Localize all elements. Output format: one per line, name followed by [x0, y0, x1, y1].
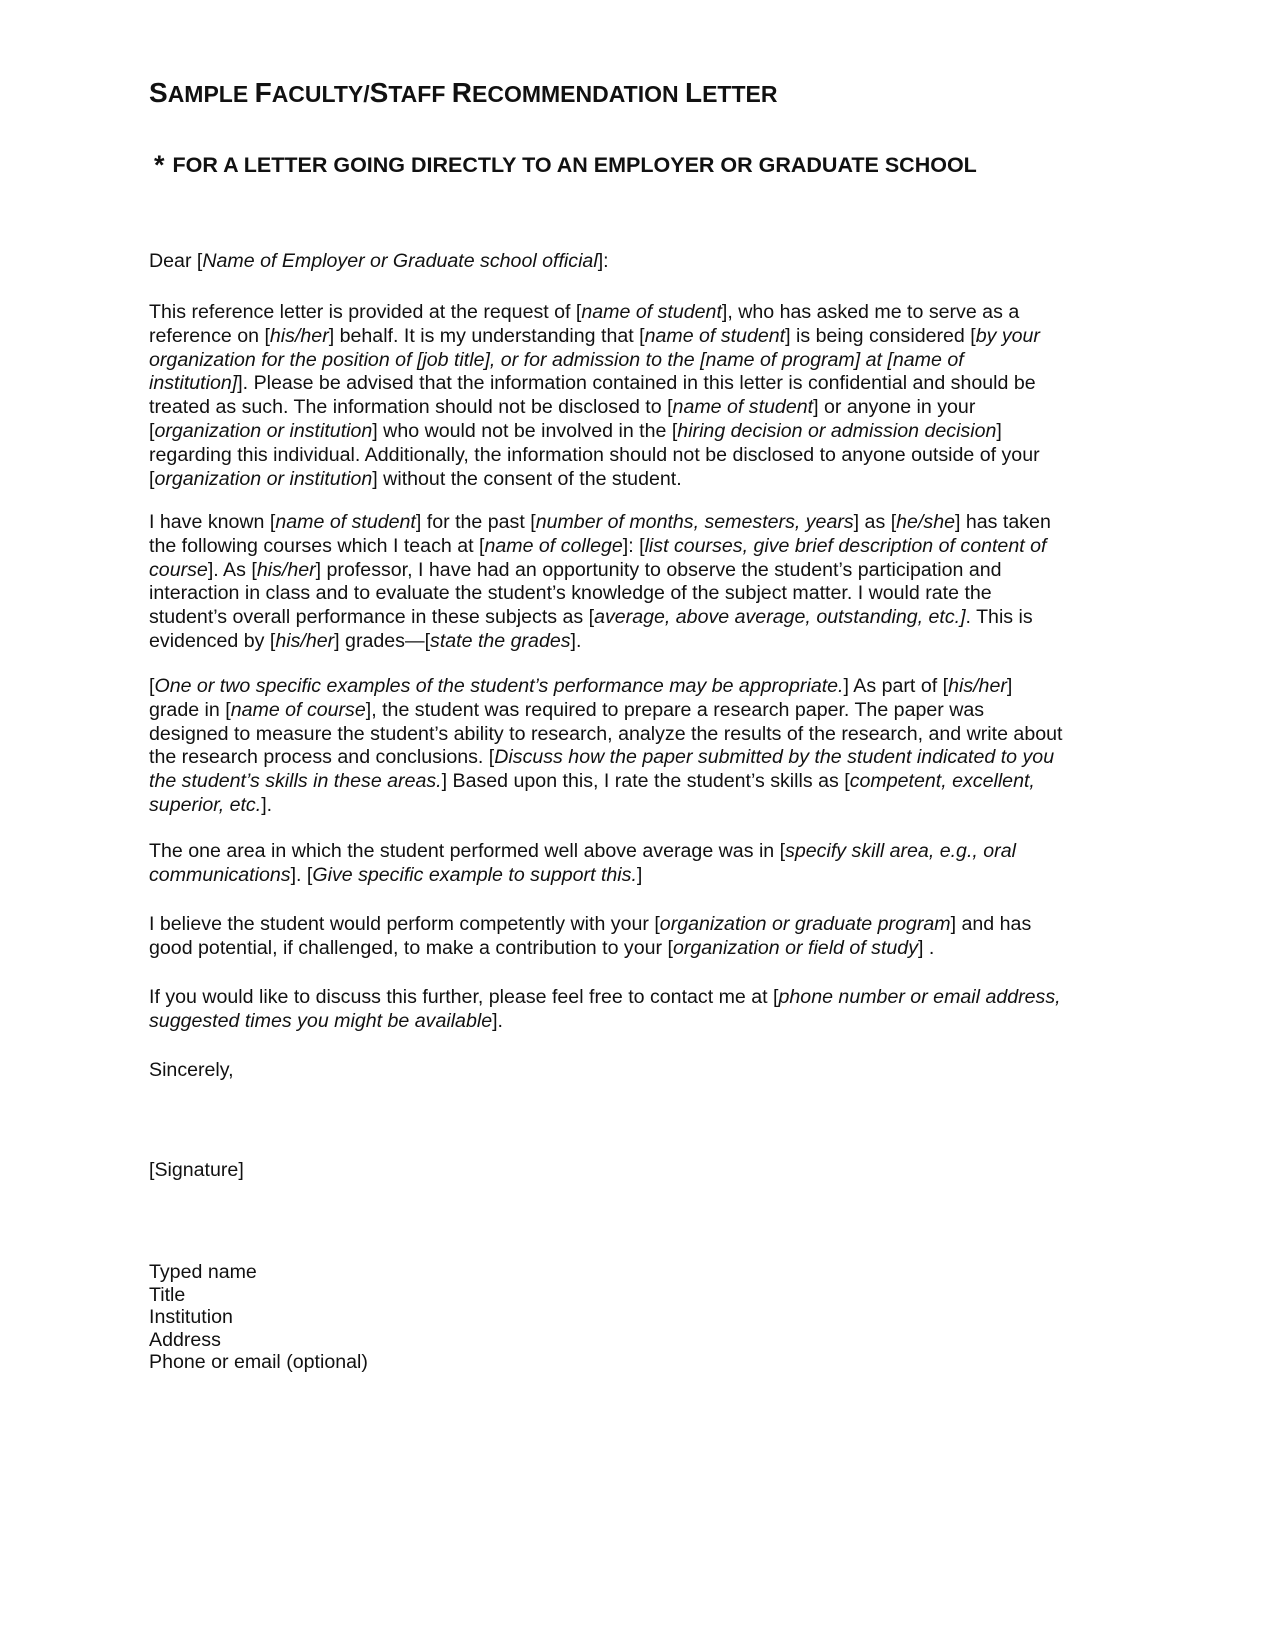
body-text: reference on [ [149, 324, 270, 347]
text-line [149, 1059, 1134, 1083]
placeholder-text: organization or institution [154, 467, 373, 490]
placeholder-text: name of student [644, 324, 786, 347]
paragraph-potential [149, 913, 1134, 961]
text-line [149, 1351, 1134, 1374]
text-line [149, 606, 1134, 630]
subtitle-text: FOR A LETTER GOING DIRECTLY TO AN EMPLOYER OR GRADUATE SCHOOL [172, 153, 977, 177]
text-line [149, 250, 1134, 274]
body-text: ], the student was required to prepare a research paper. The paper was [365, 698, 985, 721]
body-text: ]. As [ [207, 558, 257, 581]
placeholder-text: name of course [230, 698, 366, 721]
body-text: the research process and conclusions. [ [149, 746, 495, 769]
body-text: ] as [ [853, 511, 897, 533]
text-line [149, 675, 1134, 699]
placeholder-text: competent, excellent, [849, 770, 1035, 793]
placeholder-text: institution] [149, 372, 238, 395]
placeholder-text: average, above average, outstanding, etc.] [594, 606, 966, 629]
body-text: ] grades—[ [334, 629, 431, 652]
placeholder-text: course [149, 558, 208, 581]
body-text: I believe the student would perform competently with your [ [149, 913, 660, 935]
body-text: ] [996, 419, 1002, 442]
body-text: ]. [ [290, 863, 313, 886]
placeholder-text: One or two specific examples of the student’s performance may be appropriate. [154, 675, 844, 697]
body-text: ]. [570, 629, 582, 652]
body-text: [Signature] [149, 1159, 244, 1181]
body-text: interaction in class and to evaluate the student’s knowledge of the subject matter. I would rate the [149, 582, 992, 605]
text-line [149, 699, 1134, 723]
placeholder-text: specify skill area, e.g., oral [785, 840, 1016, 862]
body-text: ] As part of [ [843, 675, 949, 697]
text-line [149, 723, 1134, 747]
page-title [149, 76, 777, 111]
body-text: ] for the past [ [415, 511, 536, 533]
text-line [149, 1261, 1134, 1284]
text-line [149, 1159, 1134, 1183]
text-line [149, 396, 1134, 420]
placeholder-text: Give specific example to support this. [312, 863, 637, 886]
title-segment: TAFF [388, 81, 452, 107]
title-segment: F [254, 77, 272, 108]
text-line [149, 559, 1134, 583]
title-segment: S [369, 77, 389, 108]
body-text: ] has taken [955, 511, 1051, 533]
body-text: I have known [ [149, 511, 276, 533]
placeholder-text: his/her [269, 324, 329, 347]
text-line [149, 420, 1134, 444]
body-text: [ [149, 467, 155, 490]
body-text: treated as such. The information should not be disclosed to [ [149, 396, 673, 419]
placeholder-text: by your [975, 324, 1040, 347]
closing [149, 1059, 1134, 1083]
placeholder-text: the student’s skills in these areas. [149, 770, 442, 793]
title-segment: R [451, 77, 473, 108]
body-text: ] without the consent of the student. [372, 467, 682, 490]
text-line [149, 444, 1134, 468]
body-text: [ [149, 675, 155, 697]
text-line [149, 1010, 1134, 1034]
body-text: Typed name [149, 1261, 257, 1283]
placeholder-text: list courses, give brief description of content of [644, 534, 1047, 557]
placeholder-text: organization or graduate program [659, 913, 951, 935]
text-line [149, 794, 1134, 818]
text-line [149, 1329, 1134, 1352]
title-segment: ETTER [702, 81, 778, 107]
body-text: student’s overall performance in these subjects as [ [149, 606, 595, 629]
body-text: regarding this individual. Additionally, the information should not be disclosed to anyone outside of your [149, 443, 1040, 466]
body-text: ] [1006, 675, 1013, 697]
body-text: designed to measure the student’s ability to research, analyze the results of the research, and write about [149, 722, 1063, 745]
body-text: This reference letter is provided at the request of [ [149, 301, 582, 323]
placeholder-text: communications [149, 863, 291, 886]
paragraph-skill-area [149, 840, 1134, 888]
placeholder-text: name of student [581, 301, 722, 323]
body-text: The one area in which the student performed well above average was in [ [149, 840, 786, 862]
paragraph-request-and-confidentiality [149, 301, 1134, 491]
body-text: the following courses which I teach at [ [149, 534, 485, 557]
body-text: grade in [ [149, 698, 231, 721]
text-line [149, 937, 1134, 961]
body-text: Title [149, 1283, 186, 1306]
placeholder-text: his/her [275, 629, 335, 652]
title-segment: L [684, 77, 703, 108]
body-text: ] Based upon this, I rate the student’s skills as [ [441, 770, 850, 793]
text-line [149, 468, 1134, 492]
body-text: ] and has [950, 913, 1032, 935]
paragraph-contact [149, 986, 1134, 1034]
body-text: Dear [ [149, 250, 203, 272]
placeholder-text: organization or institution [154, 419, 373, 442]
text-line [149, 986, 1134, 1010]
body-text: ]. [492, 1009, 503, 1032]
body-text: ] is being considered [ [785, 324, 976, 347]
body-text: Phone or email (optional) [149, 1351, 368, 1374]
text-line [149, 913, 1134, 937]
text-line [149, 372, 1134, 396]
placeholder-text: number of months, semesters, years [535, 511, 854, 533]
body-text: evidenced by [ [149, 629, 276, 652]
asterisk-mark: * [154, 150, 165, 180]
placeholder-text: Discuss how the paper submitted by the student indicated to you [494, 746, 1055, 769]
signature-placeholder [149, 1159, 1134, 1183]
body-text: Sincerely, [149, 1059, 234, 1081]
placeholder-text: name of college [484, 534, 623, 557]
text-line [149, 864, 1134, 888]
text-line [149, 301, 1134, 325]
placeholder-text: hiring decision or admission decision [677, 419, 997, 442]
placeholder-text: state the grades [430, 629, 571, 652]
body-text: ]. [261, 793, 273, 816]
paragraph-courses-and-performance [149, 511, 1134, 654]
placeholder-text: organization or field of study [672, 936, 919, 959]
placeholder-text: superior, etc. [149, 793, 262, 816]
text-line [149, 840, 1134, 864]
text-line [149, 582, 1134, 606]
body-text: ] [636, 863, 643, 886]
body-text: ] professor, I have had an opportunity to observe the student’s participation and [315, 558, 1002, 581]
text-line [149, 511, 1134, 535]
title-segment: AMPLE [167, 81, 255, 107]
placeholder-text: his/her [948, 675, 1007, 697]
text-line [149, 746, 1134, 770]
text-line [149, 630, 1134, 654]
text-line [149, 1306, 1134, 1329]
paragraph-research-example [149, 675, 1134, 818]
placeholder-text: his/her [256, 558, 316, 581]
placeholder-text: organization for the position of [job title], or for admission to the [name of program] at [name of [149, 348, 964, 371]
body-text: . This is [965, 606, 1033, 629]
body-text: ], who has asked me to serve as a [721, 301, 1020, 323]
title-segment: ECOMMENDATION [472, 81, 685, 107]
placeholder-text: name of student [672, 396, 814, 419]
placeholder-text: he/she [896, 511, 955, 533]
body-text: good potential, if challenged, to make a contribution to your [ [149, 936, 673, 959]
body-text: ]. Please be advised that the information contained in this letter is confidential and should be [237, 372, 1036, 395]
page-subtitle [154, 150, 977, 178]
body-text: ]: [597, 250, 609, 272]
body-text: ] behalf. It is my understanding that [ [328, 324, 645, 347]
body-text: ] . [918, 936, 935, 959]
body-text: ] or anyone in your [813, 396, 976, 419]
text-line [149, 535, 1134, 559]
text-line [149, 770, 1134, 794]
title-segment: S [149, 77, 168, 108]
body-text: [ [149, 419, 155, 442]
placeholder-text: phone number or email address, [778, 986, 1061, 1008]
body-text: ]: [ [622, 534, 645, 557]
placeholder-text: name of student [275, 511, 416, 533]
text-line [149, 325, 1134, 349]
placeholder-text: suggested times you might be available [149, 1009, 493, 1032]
body-text: Institution [149, 1306, 233, 1329]
text-line [149, 349, 1134, 373]
text-line [149, 1284, 1134, 1307]
salutation [149, 250, 1134, 274]
body-text: If you would like to discuss this further, please feel free to contact me at [ [149, 986, 779, 1008]
placeholder-text: Name of Employer or Graduate school official [202, 250, 598, 272]
signature-block [149, 1261, 1134, 1374]
title-segment: ACULTY/ [271, 81, 370, 107]
body-text: Address [149, 1328, 221, 1351]
body-text: ] who would not be involved in the [ [372, 419, 678, 442]
